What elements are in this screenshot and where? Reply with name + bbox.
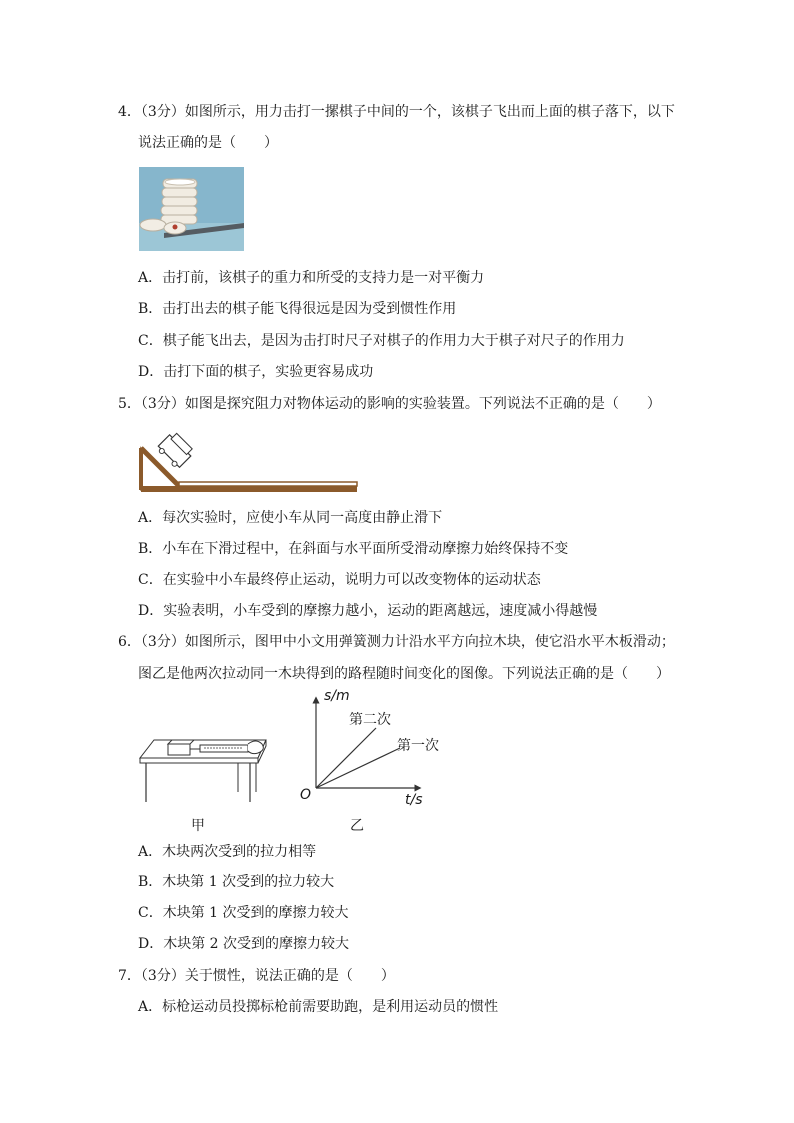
question-number: 6 — [118, 634, 127, 650]
question-number: 4 — [118, 104, 127, 120]
question-5-option-d: D．实验表明，小车受到的摩擦力越小，运动的距离越远，速度减小得越慢 — [138, 603, 598, 619]
question-5-stem: 5．（3分）如图是探究阻力对物体运动的影响的实验装置。下列说法不正确的是（ ） — [118, 396, 661, 412]
question-6-option-c: C．木块第 1 次受到的摩擦力较大 — [138, 905, 349, 921]
question-5-option-c: C．在实验中小车最终停止运动，说明力可以改变物体的运动状态 — [138, 572, 541, 588]
question-4-stem: 4．（3分）如图所示，用力击打一摞棋子中间的一个，该棋子飞出而上面的棋子落下，以下 — [118, 104, 675, 120]
question-text: 关于惯性，说法正确的是（ ） — [184, 968, 395, 984]
question-7-stem: 7．（3分）关于惯性，说法正确的是（ ） — [118, 968, 395, 984]
question-4-option-a: A．击打前，该棋子的重力和所受的支持力是一对平衡力 — [138, 270, 485, 286]
question-text: 如图所示，用力击打一摞棋子中间的一个，该棋子飞出而上面的棋子落下，以下 — [184, 104, 675, 120]
question-6-option-a: A．木块两次受到的拉力相等 — [138, 844, 317, 860]
question-number: 7 — [118, 968, 127, 984]
spring-scale-table-figure — [138, 730, 270, 804]
graph-x-axis-label: t/s — [405, 792, 423, 808]
graph-y-axis-label: s/m — [324, 688, 350, 704]
figure-caption-jia: 甲 — [191, 818, 205, 834]
question-score: （3分） — [140, 968, 185, 984]
question-5-option-a: A．每次实验时，应使小车从同一高度由静止滑下 — [138, 510, 443, 526]
question-6-option-d: D．木块第 2 次受到的摩擦力较大 — [138, 936, 350, 952]
question-4-option-b: B．击打出去的棋子能飞得很远是因为受到惯性作用 — [138, 301, 457, 317]
question-6-option-b: B．木块第 1 次受到的拉力较大 — [138, 874, 335, 890]
question-5-option-b: B．小车在下滑过程中，在斜面与水平面所受滑动摩擦力始终保持不变 — [138, 541, 569, 557]
question-score: （3分） — [140, 396, 185, 412]
graph-line-second-label: 第二次 — [349, 712, 391, 728]
figure-caption-yi: 乙 — [350, 818, 364, 834]
question-7-option-a: A．标枪运动员投掷标枪前需要助跑，是利用运动员的惯性 — [138, 999, 499, 1015]
graph-line-first-label: 第一次 — [397, 738, 439, 754]
question-text: 如图是探究阻力对物体运动的影响的实验装置。下列说法不正确的是（ ） — [184, 396, 661, 412]
ramp-apparatus-figure — [139, 428, 361, 496]
question-score: （3分） — [140, 634, 185, 650]
question-6-stem: 6．（3分）如图所示，图甲中小文用弹簧测力计沿水平方向拉木块，使它沿水平木板滑动； — [118, 634, 675, 650]
question-score: （3分） — [140, 104, 185, 120]
graph-origin-label: O — [300, 787, 312, 803]
question-text: 如图所示，图甲中小文用弹簧测力计沿水平方向拉木块，使它沿水平木板滑动； — [184, 634, 675, 650]
question-4-stem-cont: 说法正确的是（ ） — [138, 135, 278, 151]
question-4-option-d: D．击打下面的棋子，实验更容易成功 — [138, 364, 374, 380]
question-number: 5 — [118, 396, 127, 412]
question-4-option-c: C．棋子能飞出去，是因为击打时尺子对棋子的作用力大于棋子对尺子的作用力 — [138, 333, 625, 349]
chess-stack-figure — [139, 167, 244, 251]
question-6-stem-cont: 图乙是他两次拉动同一木块得到的路程随时间变化的图像。下列说法正确的是（ ） — [138, 666, 670, 682]
